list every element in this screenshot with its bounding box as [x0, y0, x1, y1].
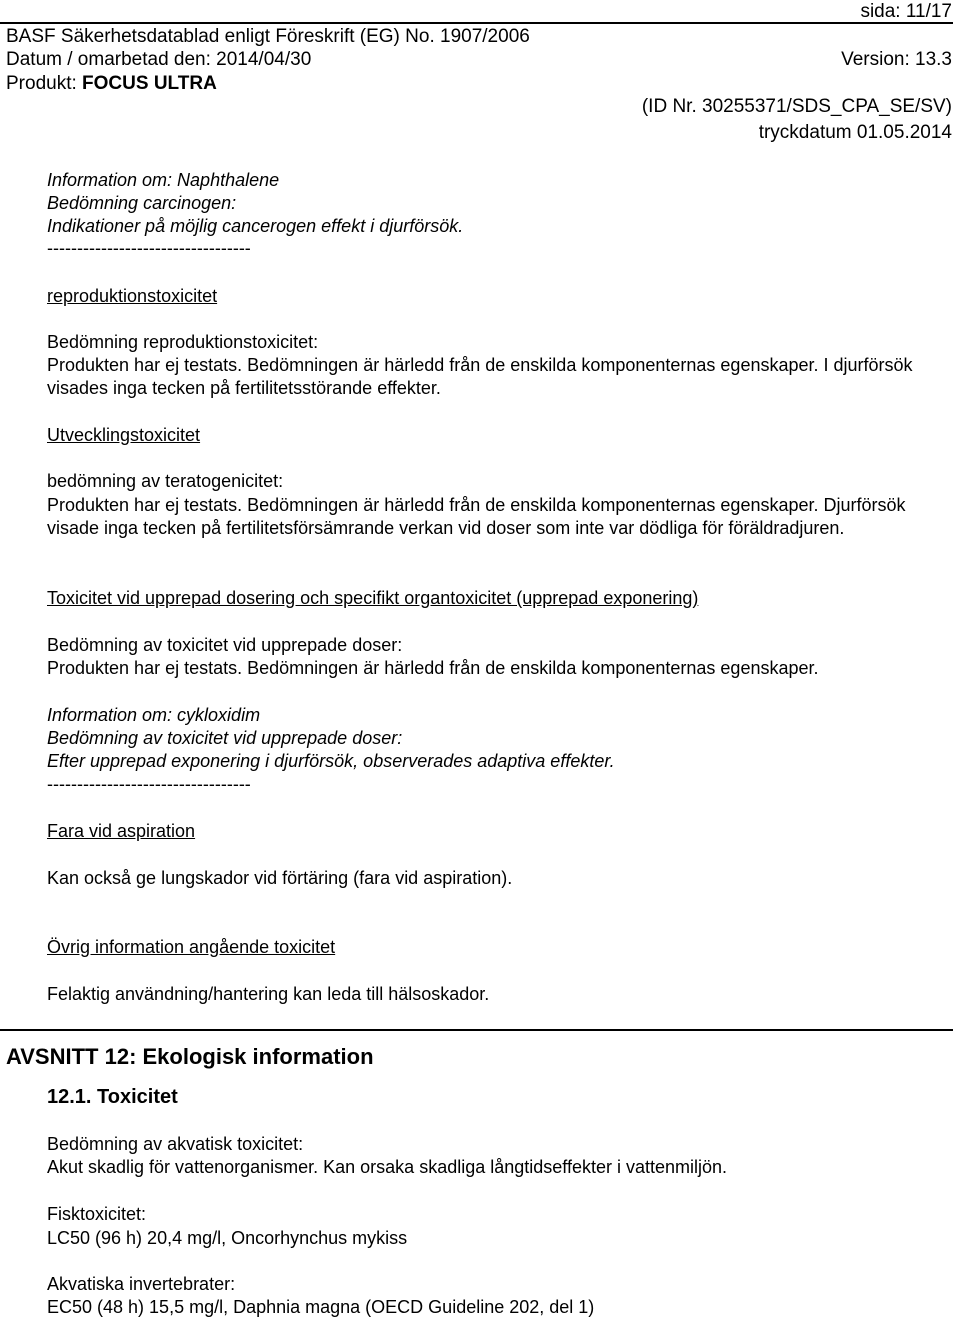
cycloxydim-label: Bedömning av toxicitet vid upprepade doser: [47, 728, 403, 748]
aquatic-text: Akut skadlig för vattenorganismer. Kan orsaka skadliga långtidseffekter i vattenmiljön. [47, 1157, 728, 1177]
naphthalene-assessment: Bedömning carcinogen: [47, 193, 237, 213]
repeated-heading: Toxicitet vid upprepad dosering och specifikt organtoxicitet (upprepad exponering) [47, 588, 699, 608]
fish-toxicity-text: LC50 (96 h) 20,4 mg/l, Oncorhynchus mykiss [47, 1228, 408, 1248]
section-12-title: AVSNITT 12: Ekologisk information [6, 1044, 374, 1069]
developmental-label: bedömning av teratogenicitet: [47, 471, 284, 491]
reproductive-heading: reproduktionstoxicitet [47, 286, 218, 306]
page-number: sida: 11/17 [860, 1, 952, 22]
product-label: Produkt: [6, 73, 77, 94]
naphthalene-info: Information om: Naphthalene [47, 170, 280, 190]
header-rule [0, 22, 953, 24]
document-id: (ID Nr. 30255371/SDS_CPA_SE/SV) [641, 96, 952, 117]
invertebrates-label: Akvatiska invertebrater: [47, 1274, 236, 1294]
product-line [6, 72, 217, 95]
document-title: BASF Säkerhetsdatablad enligt Föreskrift (EG) No. 1907/2006 [6, 26, 530, 47]
aspiration-heading: Fara vid aspiration [47, 821, 196, 841]
reproductive-label: Bedömning reproduktionstoxicitet: [47, 332, 319, 352]
developmental-text: Produkten har ej testats. Bedömningen är härledd från de enskilda komponenternas egenskaper. Djurförsök visade inga tecken på fertilitetsförsämrande verkan vid doser som inte var dödliga för föräldradjuren. [47, 495, 906, 538]
print-date: tryckdatum 01.05.2014 [758, 122, 952, 143]
developmental-heading: Utvecklingstoxicitet [47, 425, 201, 445]
invertebrates-text: EC50 (48 h) 15,5 mg/l, Daphnia magna (OECD Guideline 202, del 1) [47, 1297, 595, 1317]
separator: ---------------------------------- [47, 238, 251, 258]
other-text: Felaktig användning/hantering kan leda till hälsoskador. [47, 984, 490, 1004]
other-heading: Övrig information angående toxicitet [47, 937, 336, 957]
revision-date: Datum / omarbetad den: 2014/04/30 [6, 49, 312, 70]
aquatic-label: Bedömning av akvatisk toxicitet: [47, 1134, 304, 1154]
aspiration-text: Kan också ge lungskador vid förtäring (fara vid aspiration). [47, 868, 513, 888]
separator: ---------------------------------- [47, 774, 251, 794]
reproductive-text: Produkten har ej testats. Bedömningen är härledd från de enskilda komponenternas egenskaper. I djurförsök visades inga tecken på fertilitetsstörande effekter. [47, 355, 913, 398]
repeated-label: Bedömning av toxicitet vid upprepade doser: [47, 635, 403, 655]
version: Version: 13.3 [841, 49, 952, 70]
repeated-text: Produkten har ej testats. Bedömningen är härledd från de enskilda komponenternas egenskaper. [47, 658, 819, 678]
naphthalene-text: Indikationer på möjlig cancerogen effekt i djurförsök. [47, 216, 464, 236]
product-name: FOCUS ULTRA [82, 73, 217, 94]
cycloxydim-text: Efter upprepad exponering i djurförsök, observerades adaptiva effekter. [47, 751, 615, 771]
fish-toxicity-label: Fisktoxicitet: [47, 1204, 147, 1224]
section-rule [0, 1029, 953, 1031]
section-12-1-title: 12.1. Toxicitet [47, 1086, 178, 1108]
cycloxydim-info: Information om: cykloxidim [47, 705, 261, 725]
